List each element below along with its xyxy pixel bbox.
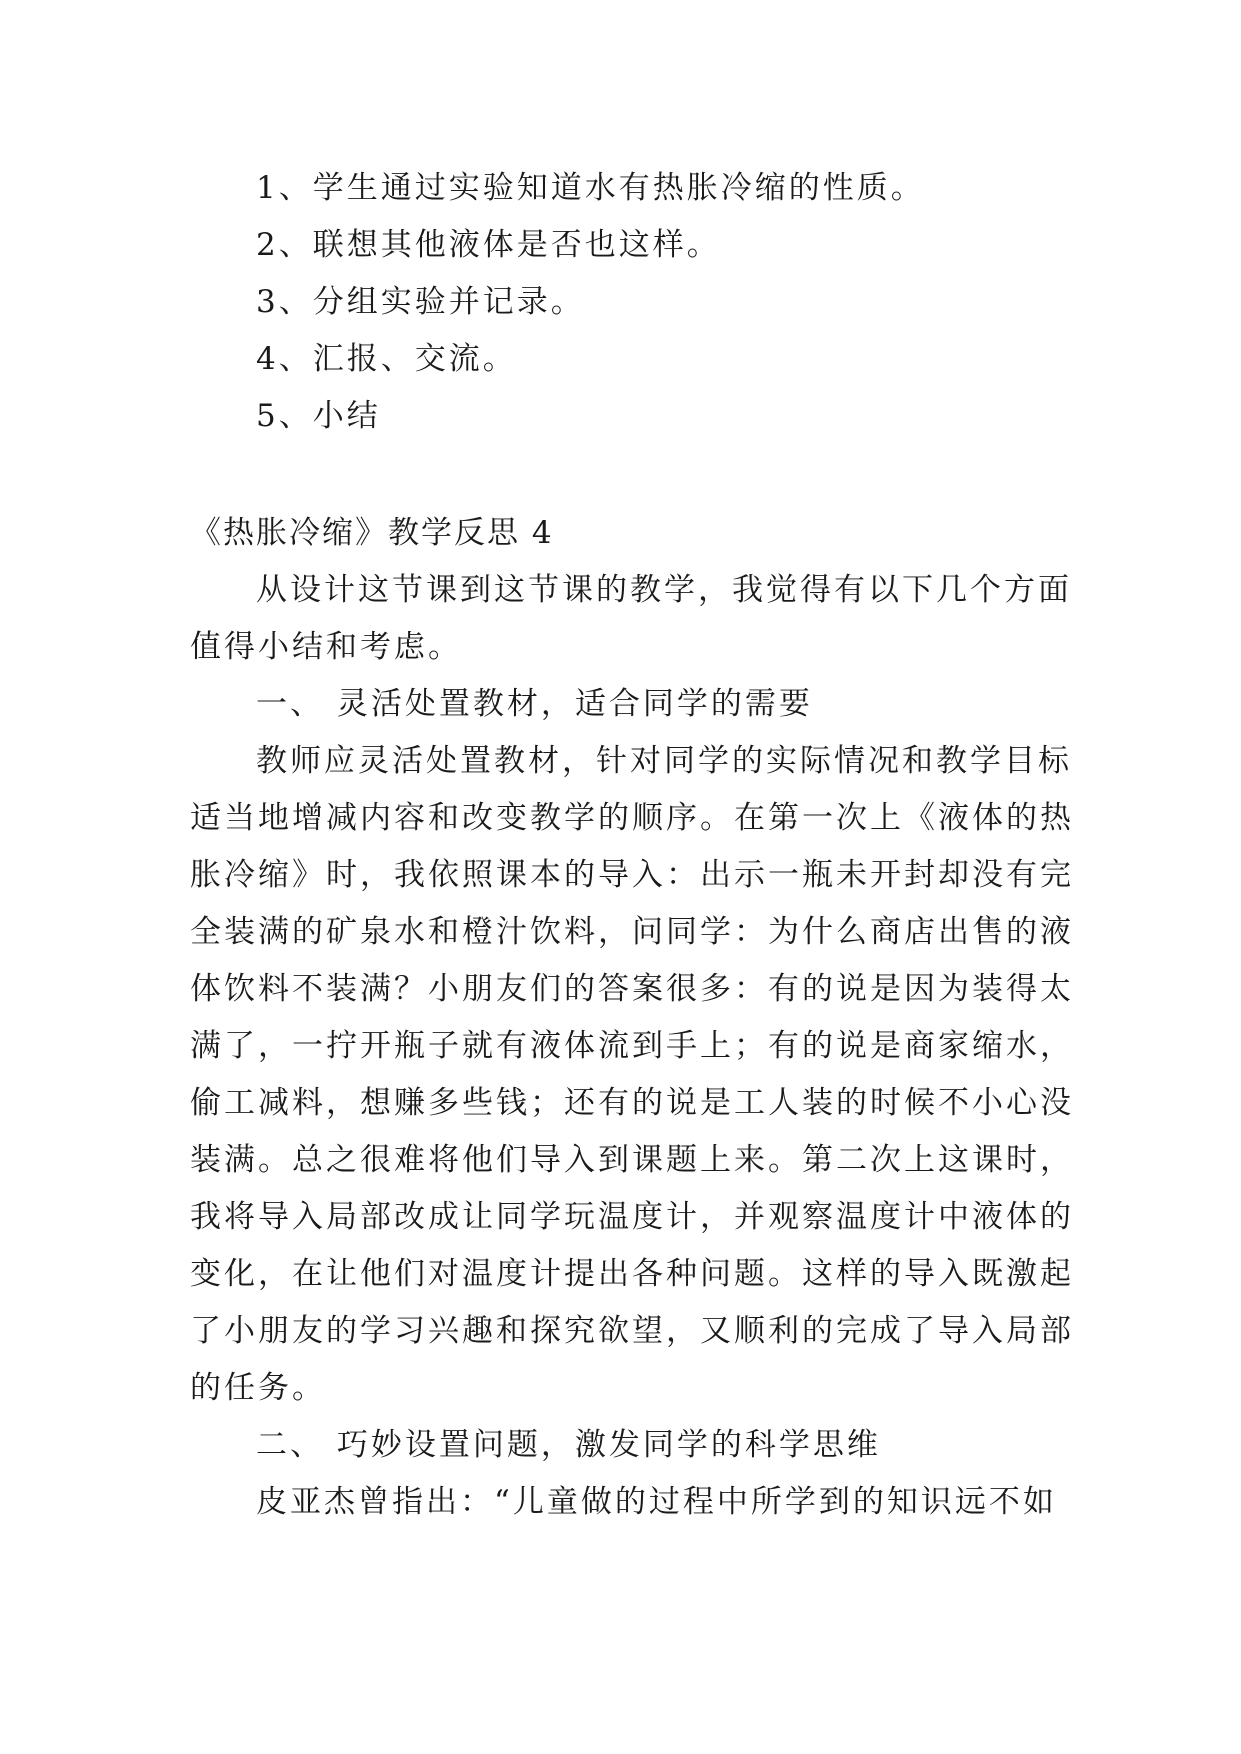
paragraph-line: 变化，在让他们对温度计提出各种问题。这样的导入既激起 xyxy=(190,1256,1074,1292)
paragraph-line: 了小朋友的学习兴趣和探究欲望，又顺利的完成了导入局部 xyxy=(190,1313,1074,1349)
paragraph-line: 满了，一拧开瓶子就有液体流到手上；有的说是商家缩水， xyxy=(190,1028,1074,1064)
paragraph-line: 偷工减料，想赚多些钱；还有的说是工人装的时候不小心没 xyxy=(190,1085,1074,1121)
paragraph-line: 的任务。 xyxy=(190,1370,326,1406)
paragraph-line: 全装满的矿泉水和橙汁饮料，问同学：为什么商店出售的液 xyxy=(190,914,1074,950)
paragraph-line: 适当地增减内容和改变教学的顺序。在第一次上《液体的热 xyxy=(190,800,1074,836)
subheading-2: 二、 巧妙设置问题，激发同学的科学思维 xyxy=(256,1427,881,1463)
paragraph-line: 从设计这节课到这节课的教学，我觉得有以下几个方面 xyxy=(256,572,1072,608)
paragraph-line: 我将导入局部改成让同学玩温度计，并观察温度计中液体的 xyxy=(190,1199,1074,1235)
list-item-3: 3、分组实验并记录。 xyxy=(256,284,585,320)
list-item-5: 5、小结 xyxy=(256,398,381,434)
paragraph-line: 教师应灵活处置教材，针对同学的实际情况和教学目标 xyxy=(256,743,1072,779)
list-item-2: 2、联想其他液体是否也这样。 xyxy=(256,227,721,263)
list-item-4: 4、汇报、交流。 xyxy=(256,341,517,377)
paragraph-line: 皮亚杰曾指出：“儿童做的过程中所学到的知识远不如 xyxy=(256,1484,1057,1520)
list-item-1: 1、学生通过实验知道水有热胀冷缩的性质。 xyxy=(256,170,925,206)
paragraph-line: 值得小结和考虑。 xyxy=(190,629,462,665)
paragraph-line: 胀冷缩》时，我依照课本的导入：出示一瓶未开封却没有完 xyxy=(190,857,1074,893)
section-title: 《热胀冷缩》教学反思 4 xyxy=(190,515,554,551)
paragraph-line: 体饮料不装满？小朋友们的答案很多：有的说是因为装得太 xyxy=(190,971,1074,1007)
subheading-1: 一、 灵活处置教材，适合同学的需要 xyxy=(256,686,813,722)
paragraph-line: 装满。总之很难将他们导入到课题上来。第二次上这课时， xyxy=(190,1142,1074,1178)
